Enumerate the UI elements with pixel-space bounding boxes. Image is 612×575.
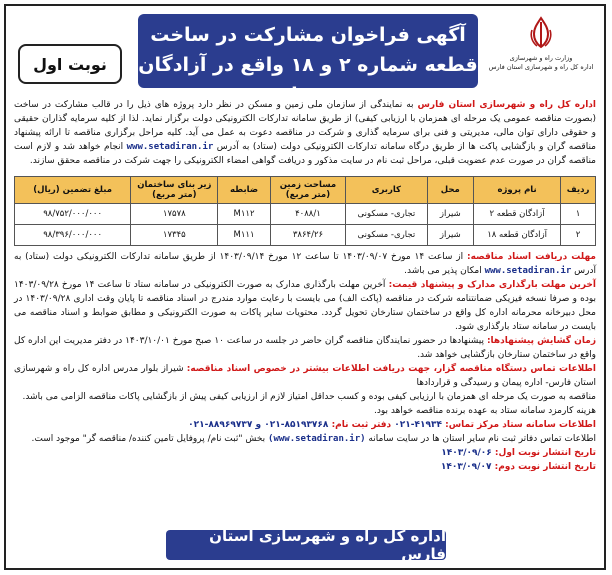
org-name: اداره کل راه و شهرسازی استان فارس — [417, 100, 596, 110]
cell-land-area: ۳۸۶۴/۲۶ — [270, 225, 346, 246]
opening-time-label: زمان گشایش پیشنهادها: — [486, 336, 597, 346]
cell-land-area: ۴۰۸۸/۱ — [270, 204, 346, 225]
setad-office-phones: ۸۵۱۹۳۷۶۸-۰۲۱ و ۸۸۹۶۹۷۳۷-۰۲۱ — [188, 420, 332, 430]
projects-table — [14, 176, 596, 246]
submit-deadline-paragraph — [14, 278, 596, 334]
ad-header — [6, 6, 604, 106]
intro-text-2: انجام خواهد شد و لازم است مناقصه گران در صورت عدم عضویت قبلی، مراحل ثبت نام در سایت مذکور و دریافت گواهی امضاء الکترونیکی را جهت شرکت در مناقصه محقق سازند. — [14, 142, 596, 166]
docs-deadline-tail: امکان پذیر می باشد. — [404, 266, 485, 276]
cell-row-number: ۲ — [561, 225, 596, 246]
docs-deadline-text: از ساعت ۱۴ مورخ ۱۴۰۳/۰۹/۰۷ تا ساعت ۱۲ مورخ ۱۴۰۳/۰۹/۱۴ از طریق سامانه تدارکات الکترونیکی دولت (ستاد) به آدرس — [14, 252, 596, 276]
col-location: محل — [427, 177, 473, 204]
tender-advertisement — [4, 4, 606, 570]
col-code: ضابطه — [218, 177, 270, 204]
other-offices-tail: بخش "ثبت نام/ پروفایل تامین کننده/ مناقصه گر" موجود است. — [31, 434, 269, 444]
setad-contact-paragraph — [14, 418, 596, 432]
table-row — [15, 204, 596, 225]
cell-code: M۱۱۲ — [218, 204, 270, 225]
iran-emblem-icon — [528, 16, 554, 50]
col-row-number: ردیف — [561, 177, 596, 204]
table-header-row — [15, 177, 596, 204]
note-fee: هزینه کارمزد سامانه ستاد به عهده برنده مناقصه خواهد بود. — [374, 406, 596, 416]
setad-link[interactable]: www.setadiran.ir — [126, 142, 214, 152]
setad-phone: ۴۱۹۳۴-۰۲۱ — [391, 420, 446, 430]
cell-usage: تجاری- مسکونی — [346, 225, 427, 246]
col-project-name: نام پروژه — [474, 177, 561, 204]
cell-project-name: آزادگان قطعه ۱۸ — [474, 225, 561, 246]
other-offices-text: اطلاعات تماس دفاتر ثبت نام سایر استان ها در سایت سامانه — [365, 434, 596, 444]
submit-deadline-label: آخرین مهلت بارگذاری مدارک و پیشنهاد قیمت: — [388, 280, 596, 290]
second-publication-date: ۱۴۰۳/۰۹/۰۷ — [440, 462, 495, 472]
cell-guarantee: ۹۸/۳۹۶/۰۰۰/۰۰۰ — [15, 225, 131, 246]
ministry-logo — [486, 16, 596, 86]
intro-text-1: به نمایندگی از سازمان ملی زمین و مسکن در نظر دارد پروژه های ذیل را در قالب مشارکت در ساخت (بصورت مناقصه عمومی یک مرحله ای همزمان با ارزیابی کیفی) از طریق سامانه تدارکات الکترونیکی دولت برگزار نماید. لذا از کلیه سرمایه گذاران حقیقی و حقوقی دارای توان مالی، مدیریتی و فنی برای سرمایه گذاری و شرکت در مناقصه دعوت به عمل می آید. کلیه مراحل برگزاری مناقصه تا ارائه پیشنهاد مناقصه گران و بازگشایی پاکت ها از طریق درگاه سامانه تدارکات الکترونیکی دولت (ستاد) به آدرس — [14, 100, 596, 152]
cell-guarantee: ۹۸/۷۵۲/۰۰۰/۰۰۰ — [15, 204, 131, 225]
logo-line-office: اداره کل راه و شهرسازی استان فارس — [488, 63, 594, 71]
cell-building-area: ۱۷۵۷۸ — [131, 204, 218, 225]
first-publication-date: ۱۴۰۳/۰۹/۰۶ — [441, 448, 495, 458]
intro-section — [14, 98, 596, 168]
col-land-area: مساحت زمین (متر مربع) — [270, 177, 346, 204]
setad-office-label: دفتر ثبت نام: — [331, 420, 392, 430]
cell-project-name: آزادگان قطعه ۲ — [474, 204, 561, 225]
logo-line-ministry: وزارت راه و شهرسازی — [509, 54, 573, 62]
first-publication-label: تاریخ انتشار نوبت اول: — [494, 448, 596, 458]
setad-link-2[interactable]: www.setadiran.ir — [484, 266, 572, 276]
cell-building-area: ۱۷۳۴۵ — [131, 225, 218, 246]
cell-code: M۱۱۱ — [218, 225, 270, 246]
col-guarantee: مبلغ تضمین (ریال) — [15, 177, 131, 204]
docs-deadline-label: مهلت دریافت اسناد مناقصه: — [466, 252, 596, 262]
footer-org-name: اداره کل راه و شهرسازی استان فارس — [166, 530, 446, 560]
first-round-badge: نوبت اول — [18, 44, 122, 84]
cell-location: شیراز — [427, 204, 473, 225]
cell-row-number: ۱ — [561, 204, 596, 225]
table-row — [15, 225, 596, 246]
col-usage: کاربری — [346, 177, 427, 204]
first-publication — [14, 446, 596, 460]
col-building-area: زیر بنای ساختمان (متر مربع) — [131, 177, 218, 204]
title-box — [138, 14, 478, 106]
opening-time-text: پیشنهادها در حضور نمایندگان مناقصه گران حاضر در جلسه در ساعت ۱۰ صبح مورخ ۱۴۰۳/۱۰/۰۱ در دفتر مدیریت این اداره کل واقع در ساختمان ستارخان بازگشایی خواهد شد. — [14, 336, 596, 360]
cell-usage: تجاری- مسکونی — [346, 204, 427, 225]
other-offices-paragraph — [14, 432, 596, 446]
intro-paragraph — [14, 98, 596, 168]
setad-link-3[interactable]: (www.setadiran.ir) — [268, 434, 366, 444]
second-publication — [14, 460, 596, 474]
contact-info-label: اطلاعات تماس دستگاه مناقصه گزار، جهت دریافت اطلاعات بیشتر در خصوص اسناد مناقصه: — [186, 364, 596, 374]
ad-subtitle: قطعه شماره ۲ و ۱۸ واقع در آزادگان شیراز — [138, 54, 478, 106]
ad-title: آگهی فراخوان مشارکت در ساخت — [150, 24, 466, 46]
note-qualification: مناقصه به صورت یک مرحله ای همزمان با ارزیابی کیفی بوده و کسب حداقل امتیاز لازم از ارزیابی کیفی پیش از بازگشایی پاکات مناقصه الزامی می باشد. — [22, 392, 596, 402]
docs-deadline-paragraph — [14, 250, 596, 278]
cell-location: شیراز — [427, 225, 473, 246]
details-section — [14, 250, 596, 474]
opening-time-paragraph — [14, 334, 596, 362]
contact-info-text: شیراز بلوار مدرس اداره کل راه و شهرسازی استان فارس- اداره پیمان و رسیدگی و قراردادها — [14, 364, 596, 388]
setad-contact-label: اطلاعات سامانه ستاد مرکز تماس: — [445, 420, 596, 430]
contact-info-paragraph — [14, 362, 596, 390]
second-publication-label: تاریخ انتشار نوبت دوم: — [494, 462, 596, 472]
submit-deadline-text: آخرین مهلت بارگذاری مدارک به صورت الکترونیکی در سامانه ستاد تا ساعت ۱۴ مورخ ۱۴۰۳/۰۹/۲۸ بوده و صرفا نسخه فیزیکی ضمانتنامه شرکت در مناقصه (پاکت الف) می بایست با رعایت موارد مندرج در اسناد مناقصه تا پایان وقت اداری ۱۴۰۳/۰۹/۲۸ در محل دبیرخانه محرمانه اداره کل واقع در ساختمان ستارخان تحویل گردد. محتویات سایر پاکات به صورت الکترونیکی و مطابق ضوابط و اسناد مناقصه می بایست در سامانه ستاد بارگذاری شود. — [14, 280, 596, 332]
